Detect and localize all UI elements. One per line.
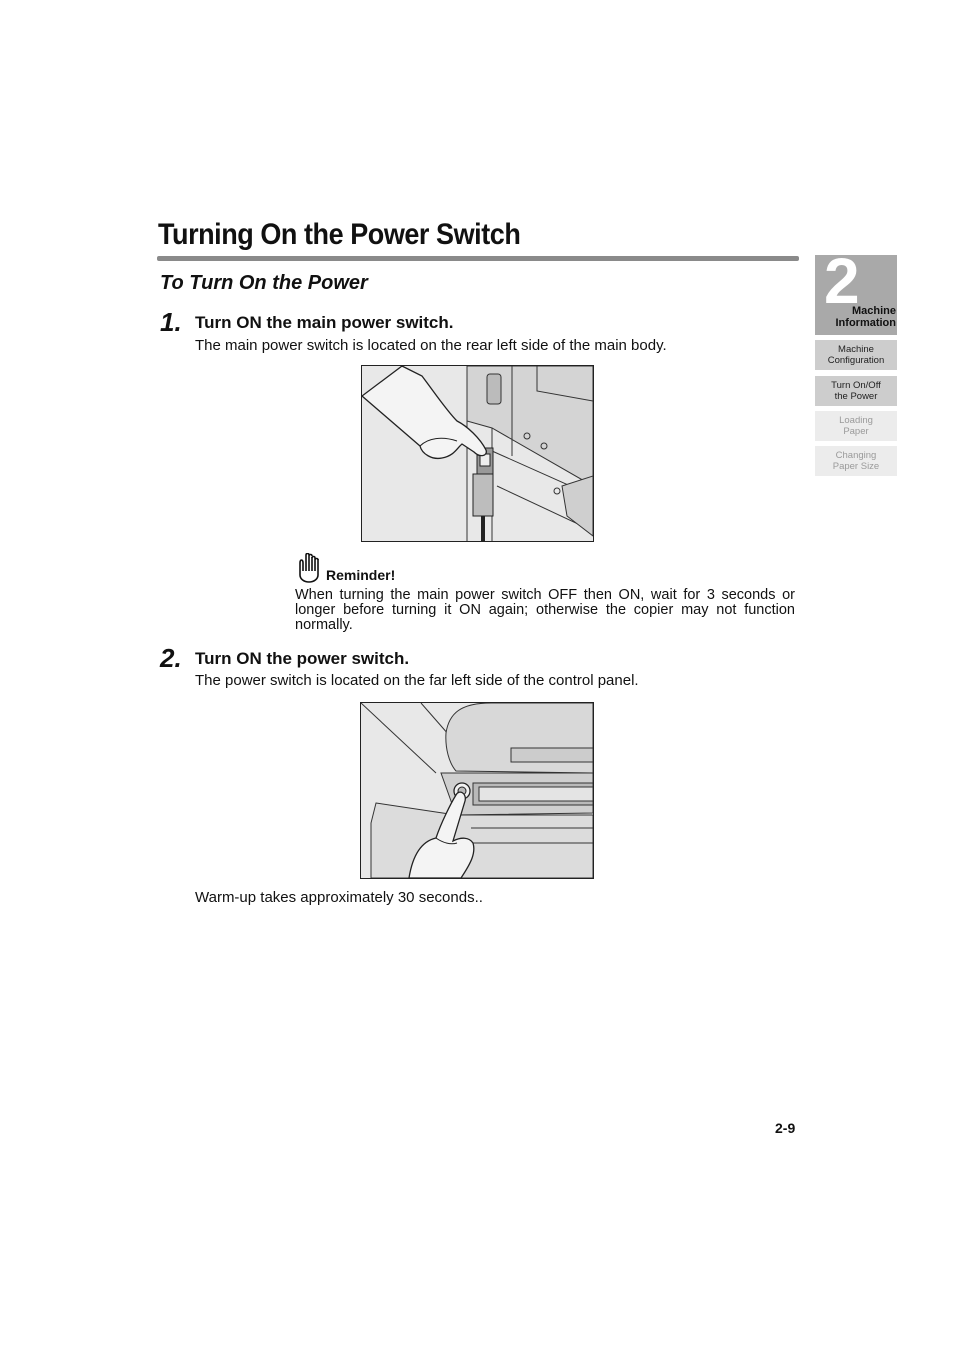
side-tab-turn-on-off-power[interactable]	[815, 376, 897, 406]
side-tab-line-1: Turn On/Off	[831, 380, 881, 391]
side-tab-line-2: Paper	[843, 426, 869, 437]
page-number: 2-9	[775, 1120, 796, 1136]
side-tab-line-2: the Power	[834, 391, 878, 402]
step-1-text: The main power switch is located on the rear left side of the main body.	[195, 337, 667, 354]
chapter-label	[836, 305, 897, 329]
side-tab-line-2: Paper Size	[832, 461, 880, 472]
step-1-number: 1.	[160, 307, 182, 337]
side-tab-line-2: Configuration	[827, 355, 885, 366]
side-tab-line-1: Machine	[838, 344, 874, 355]
chapter-number: 2	[824, 255, 860, 317]
side-tab-loading-paper[interactable]	[815, 411, 897, 441]
side-tab-changing-paper-size[interactable]	[815, 446, 897, 476]
page-title: Turning On the Power Switch	[158, 218, 521, 251]
power-switch-illustration	[360, 702, 594, 879]
reminder-label: Reminder!	[326, 567, 396, 583]
main-power-switch-illustration	[361, 365, 594, 542]
step-2-text: The power switch is located on the far left side of the control panel.	[195, 672, 639, 689]
title-rule	[157, 256, 799, 261]
reminder-text: When turning the main power switch OFF then ON, wait for 3 seconds or longer before turning it ON again; otherwise the copier may not function normally.	[295, 587, 795, 633]
step-2-number: 2.	[160, 643, 182, 673]
chapter-tab[interactable]	[815, 255, 897, 335]
side-tab-machine-configuration[interactable]	[815, 340, 897, 370]
chapter-label-line-2: Information	[835, 317, 896, 329]
side-tab-line-1: Loading	[839, 415, 873, 426]
chapter-label-line-1: Machine	[851, 305, 896, 317]
step-1-heading: Turn ON the main power switch.	[195, 313, 454, 332]
hand-icon	[297, 553, 321, 588]
section-subtitle: To Turn On the Power	[160, 272, 368, 294]
step-2-heading: Turn ON the power switch.	[195, 649, 410, 668]
warm-up-note: Warm-up takes approximately 30 seconds..	[195, 889, 483, 906]
side-tab-line-1: Changing	[835, 450, 877, 461]
